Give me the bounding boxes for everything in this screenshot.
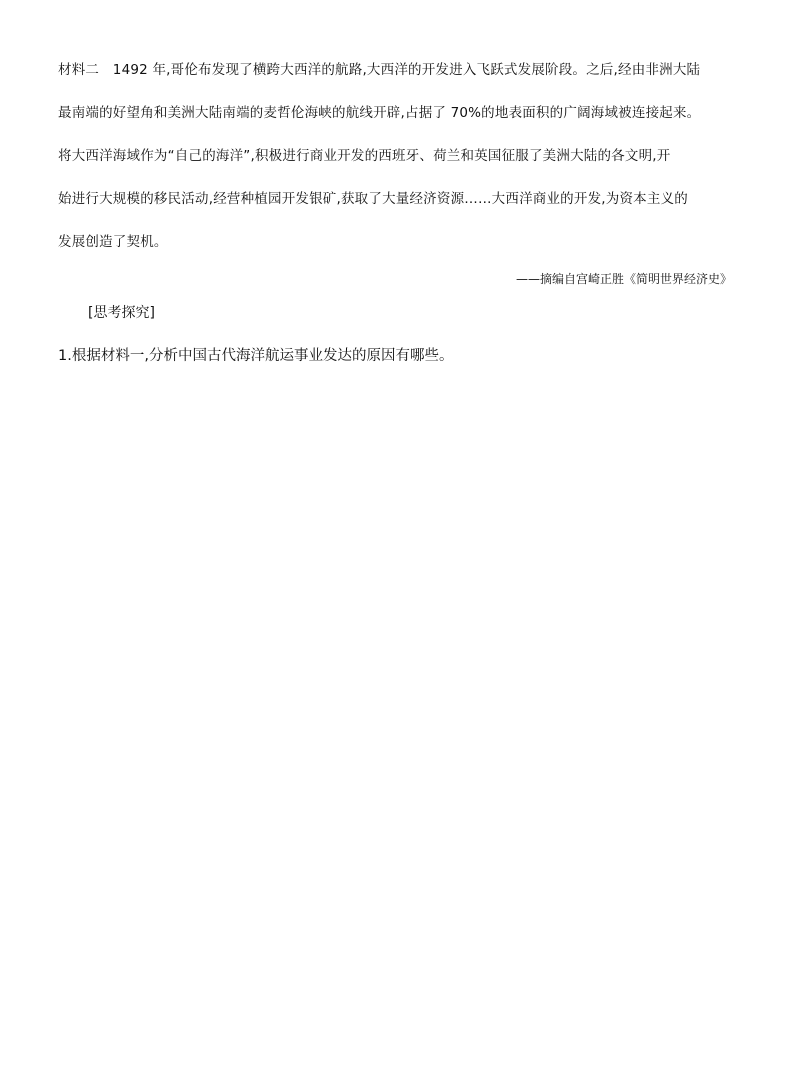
question-1: 1.根据材料一,分析中国古代海洋航运事业发达的原因有哪些。 (58, 348, 454, 364)
section-title: [思考探究] (88, 305, 155, 321)
material2-source: ——摘编自宫崎正胜《简明世界经济史》 (515, 272, 732, 286)
material2-line-5: 发展创造了契机。 (58, 234, 168, 250)
material2-line-4: 始进行大规模的移民活动,经营种植园开发银矿,获取了大量经济资源……大西洋商业的开发,为资本主义的 (58, 191, 688, 207)
material2-line-2: 最南端的好望角和美洲大陆南端的麦哲伦海峡的航线开辟,占据了 70%的地表面积的广阔海域被连接起来。 (58, 105, 701, 121)
material2-line-3: 将大西洋海域作为“自己的海洋”,积极进行商业开发的西班牙、荷兰和英国征服了美洲大陆的各文明,开 (58, 148, 671, 164)
material2-line-1: 材料二 1492 年,哥伦布发现了横跨大西洋的航路,大西洋的开发进入飞跃式发展阶段。之后,经由非洲大陆 (58, 62, 701, 78)
